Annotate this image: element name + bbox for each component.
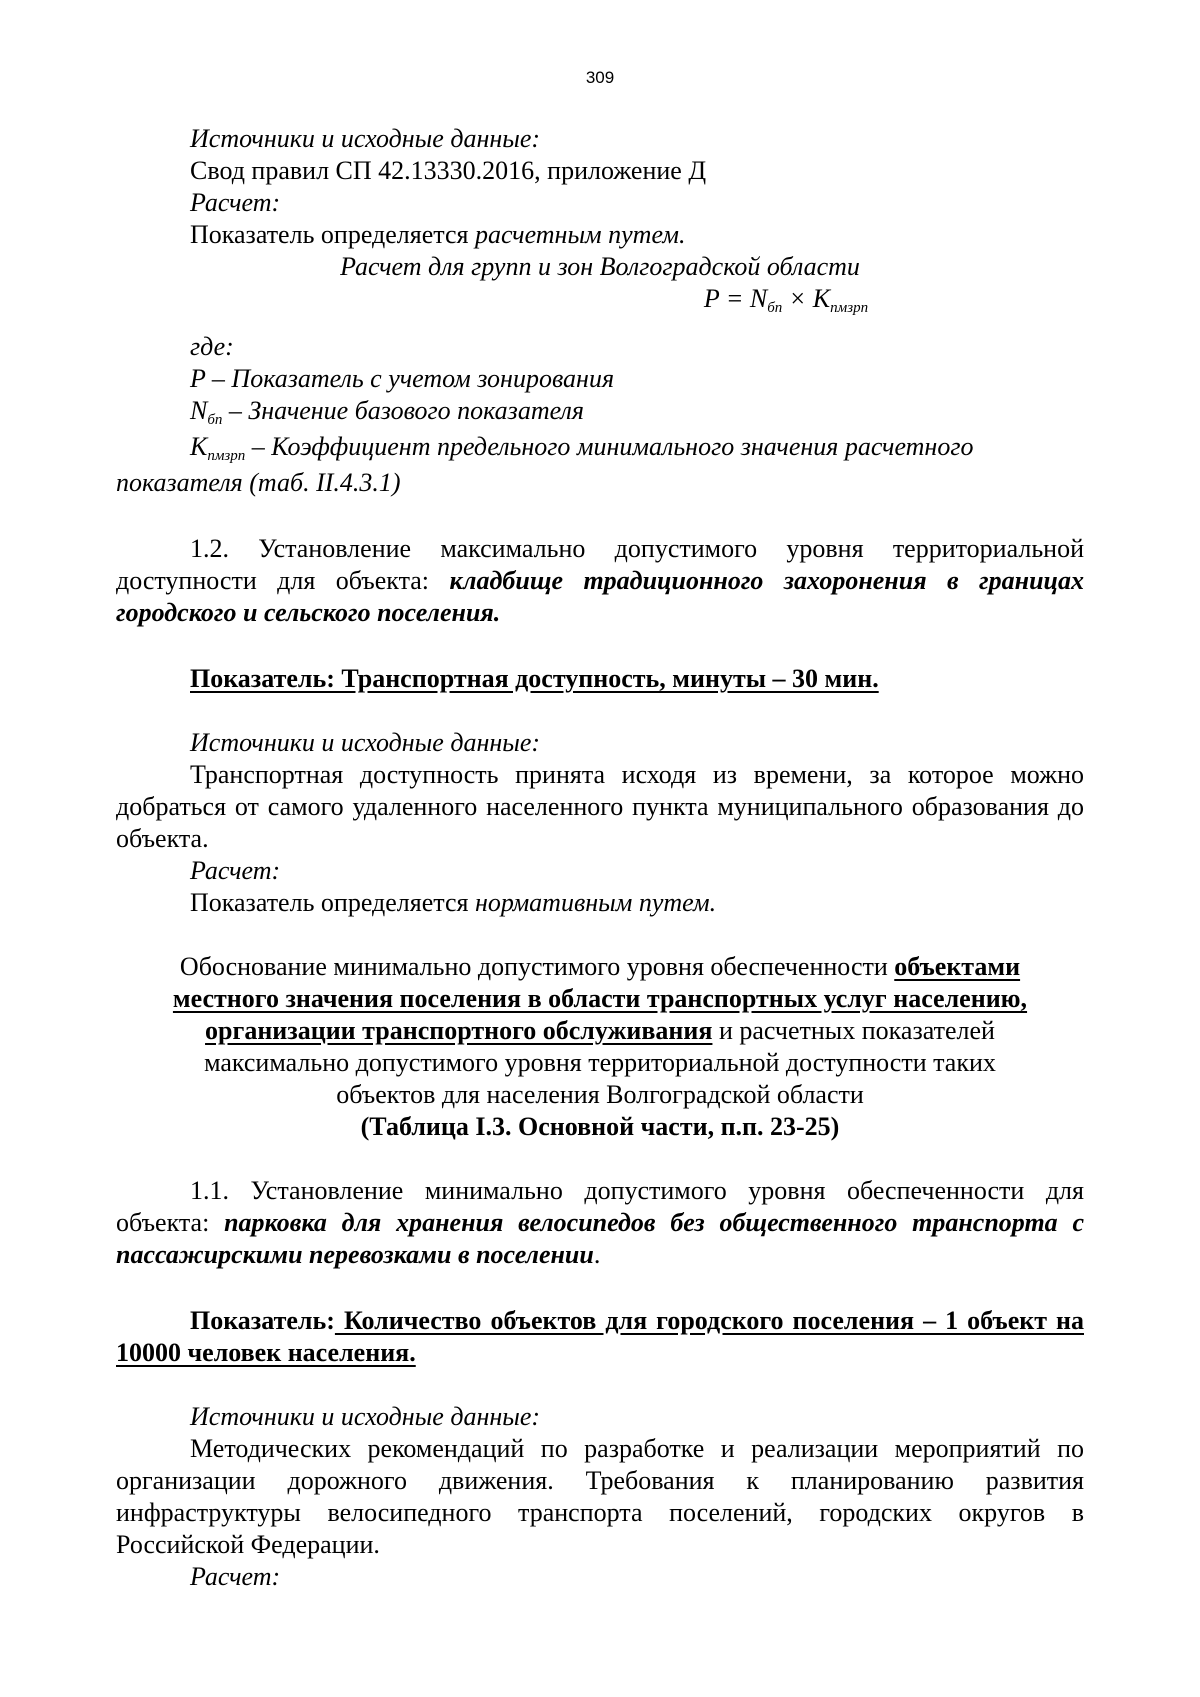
page-number: 309 — [585, 68, 615, 87]
where-label: где: — [190, 332, 234, 361]
para-1-2-prefix: 1.2. Установление максимально допустимого уровня территориальной доступности для объекта: — [116, 534, 1084, 595]
calc-method-line — [116, 219, 1084, 251]
indicator-text: Количество объектов для городского поселения – 1 объект на 10000 человек населения. — [116, 1306, 1084, 1367]
sources-text: Свод правил СП 42.13330.2016, приложение Д — [190, 156, 707, 185]
indicator-transport-access: Показатель: Транспортная доступность, минуты – 30 мин. — [190, 664, 879, 693]
formula-sub-pmzrp: пмзрп — [830, 300, 869, 316]
def-k-text: – Коэффициент предельного минимального значения расчетного показателя (таб. II.4.3.1) — [116, 432, 974, 497]
def-k-symbol: K — [190, 432, 208, 461]
indicator-object-count — [116, 1305, 1084, 1369]
calc-method-line-2 — [116, 887, 1084, 919]
formula — [116, 283, 1084, 319]
sources-label-3: Источники и исходные данные: — [190, 1402, 541, 1431]
formula-sub-bp: бп — [767, 300, 783, 316]
calc-label-2: Расчет: — [190, 856, 281, 885]
calc-label: Расчет: — [190, 188, 281, 217]
heading-part3: и расчетных показателей максимально допустимого уровня территориальной доступности таких объектов для населения Волгоградской области — [204, 1016, 996, 1109]
table-reference: (Таблица I.3. Основной части, п.п. 23-25) — [360, 1112, 840, 1141]
sources-label-2: Источники и исходные данные: — [190, 728, 541, 757]
paragraph-1-1 — [116, 1175, 1084, 1271]
definition-p: P – Показатель с учетом зонирования — [190, 364, 615, 393]
definition-kpmzrp — [116, 431, 1084, 499]
section-heading — [116, 951, 1084, 1111]
calc-prefix-2: Показатель определяется — [190, 888, 475, 917]
heading-part1: Обоснование минимально допустимого уровня обеспеченности — [179, 952, 895, 981]
def-nbp-text: – Значение базового показателя — [222, 396, 584, 425]
sources-text-3: Методических рекомендаций по разработке и реализации мероприятий по организации дорожного движения. Требования к планированию развития инфраструктуры велосипедного транспорта поселений, городских округов в Российской Федерации. — [116, 1434, 1084, 1559]
para-1-1-prefix: 1.1. Установление минимально допустимого уровня обеспеченности для объекта: — [116, 1176, 1084, 1237]
paragraph-1-2 — [116, 533, 1084, 629]
def-nbp-symbol: N — [190, 396, 208, 425]
definition-nbp — [116, 395, 1084, 431]
formula-title: Расчет для групп и зон Волгоградской области — [340, 252, 860, 281]
calc-method: расчетным путем. — [474, 220, 686, 249]
para-1-1-object: парковка для хранения велосипедов без общественного транспорта с пассажирскими перевозками в поселении — [116, 1208, 1084, 1269]
para-1-2-object: кладбище традиционного захоронения в границах городского и сельского поселения. — [116, 566, 1084, 627]
calc-prefix: Показатель определяется — [190, 220, 475, 249]
para-1-1-suffix: . — [593, 1240, 601, 1269]
calc-label-3: Расчет: — [190, 1562, 281, 1591]
def-k-sub: пмзрп — [207, 448, 246, 464]
sources-label: Источники и исходные данные: — [190, 124, 541, 153]
indicator-label: Показатель: — [190, 1306, 335, 1335]
heading-part2: объектами местного значения поселения в области транспортных услуг населению, организации транспортного обслуживания — [172, 952, 1028, 1045]
calc-method-2: нормативным путем. — [474, 888, 717, 917]
document-body — [116, 123, 1084, 1593]
formula-mid: × K — [782, 284, 831, 313]
sources-text-2: Транспортная доступность принята исходя из времени, за которое можно добраться от самого удаленного населенного пункта муниципального образования до объекта. — [116, 760, 1084, 853]
def-nbp-sub: бп — [207, 412, 223, 428]
formula-lhs: P = N — [703, 284, 768, 313]
